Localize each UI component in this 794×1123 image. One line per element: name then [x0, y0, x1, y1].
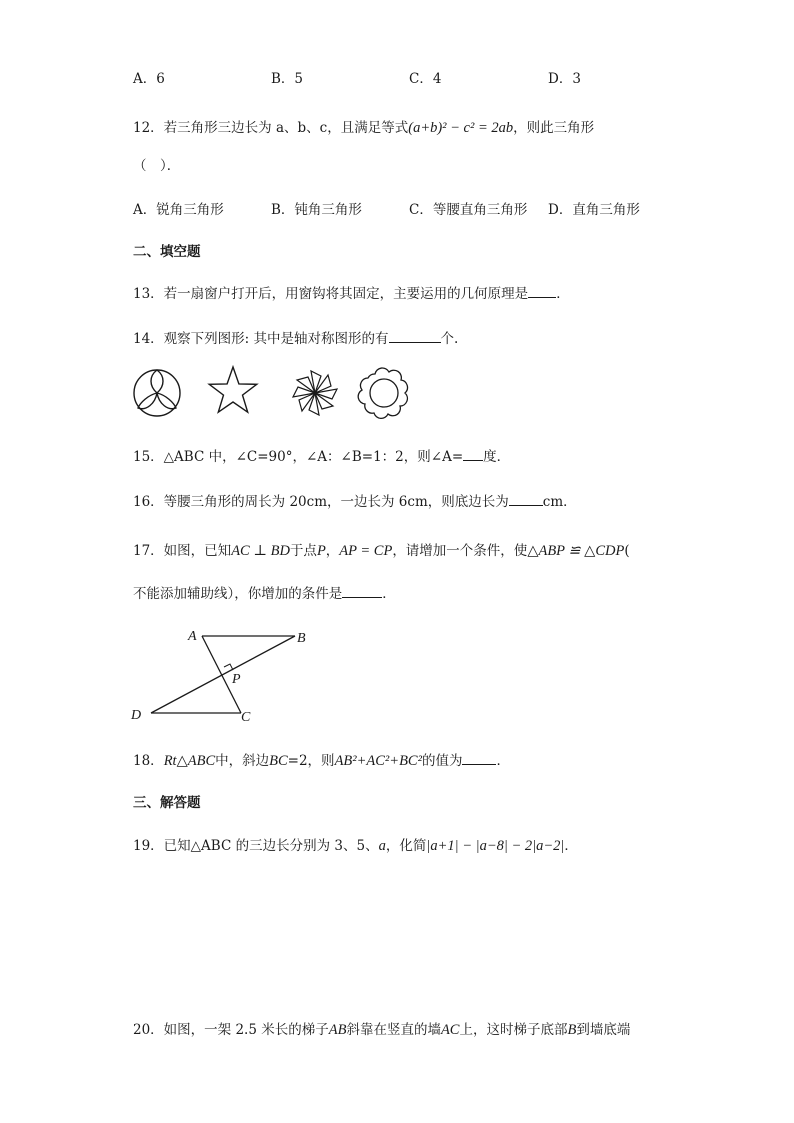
q13-stem: 13．若一扇窗户打开后，用窗钩将其固定，主要运用的几何原理是 ．	[133, 286, 570, 302]
section-fill-blank-title: 二、填空题	[133, 244, 201, 260]
q12-formula: (a+b)² − c² = 2ab	[408, 120, 514, 136]
q17-stem-line2: 不能添加辅助线），你增加的条件是 ．	[133, 586, 396, 602]
label-b: B	[297, 631, 306, 646]
q17-stem: 17．如图，已知AC ⊥ BD于点P，AP = CP，请增加一个条件，使△ABP ≌ △CDP(	[133, 543, 630, 559]
q14-answer-blank[interactable]	[389, 330, 441, 343]
label-c: C	[241, 710, 251, 725]
q18-stem: 18．Rt△ABC中，斜边BC=2，则AB²+AC²+BC²的值为 ．	[133, 753, 510, 769]
q11-option-d: D．3	[548, 71, 581, 87]
pinwheel-figure	[293, 371, 337, 415]
q20-stem: 20．如图，一架 2.5 米长的梯子AB斜靠在竖直的墙AC上，这时梯子底部B到墙底端	[133, 1022, 631, 1038]
q12-option-d: D．直角三角形	[548, 202, 640, 218]
q19-stem: 19．已知△ABC 的三边长分别为 3、5、a，化简|a+1| − |a−8| − 2|a−2|．	[133, 838, 578, 854]
q12-paren: （ ）．	[133, 158, 181, 174]
q17-answer-blank[interactable]	[342, 585, 382, 598]
label-p: P	[232, 672, 241, 687]
section-answer-title: 三、解答题	[133, 795, 201, 811]
q15-stem: 15．△ABC 中，∠C=90°，∠A：∠B=1：2，则∠A= 度．	[133, 449, 511, 465]
label-a: A	[188, 629, 197, 644]
q11-option-c: C．4	[409, 71, 442, 87]
q12-option-b: B．钝角三角形	[271, 202, 362, 218]
q12-stem: 12．若三角形三边长为 a、b、c，且满足等式(a+b)² − c² = 2ab，则此三角形	[133, 120, 595, 136]
right-angle-mark	[224, 664, 233, 670]
q18-answer-blank[interactable]	[462, 752, 496, 765]
q11-option-b: B．5	[271, 71, 304, 87]
q13-answer-blank[interactable]	[528, 285, 556, 298]
q16-answer-blank[interactable]	[509, 493, 543, 506]
star-figure	[209, 367, 257, 412]
segment-bd	[151, 636, 295, 713]
q12-option-c: C．等腰直角三角形	[409, 202, 528, 218]
q16-stem: 16．等腰三角形的周长为 20cm，一边长为 6cm，则底边长为 cm．	[133, 494, 577, 510]
q12-option-a: A．锐角三角形	[133, 202, 224, 218]
q11-option-a: A．6	[133, 71, 165, 87]
circle-petals-figure	[134, 370, 180, 416]
q15-answer-blank[interactable]	[463, 448, 483, 461]
q17-figure	[125, 625, 325, 725]
flower-figure	[358, 368, 407, 418]
q14-figures	[128, 362, 428, 422]
label-d: D	[131, 708, 142, 723]
q14-stem: 14．观察下列图形: 其中是轴对称图形的有 个.	[133, 331, 459, 347]
